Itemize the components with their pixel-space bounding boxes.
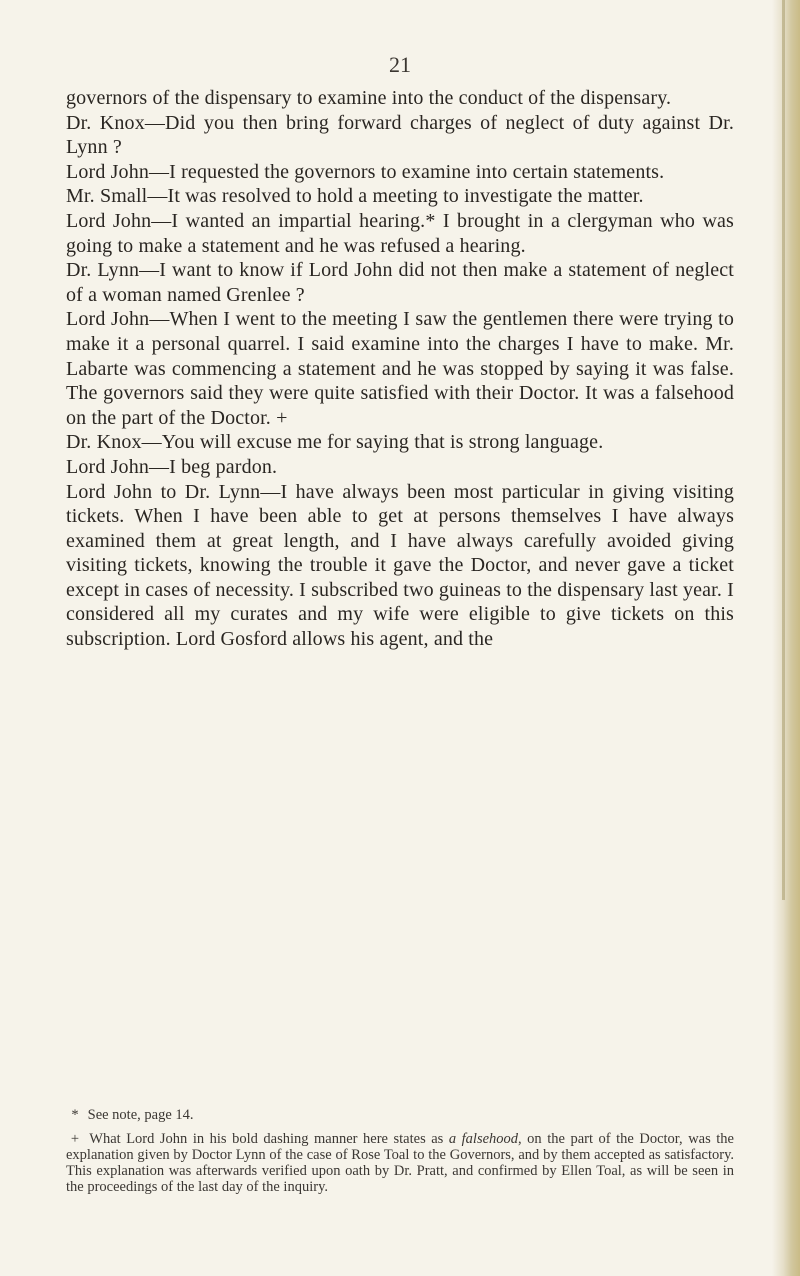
paragraph: Lord John—I beg pardon.: [66, 455, 278, 478]
paragraph: Lord John—I requested the governors to examine into certain statements.: [66, 160, 665, 183]
paragraph: Dr. Lynn—I want to know if Lord John did not then make a statement of neglect of a woman named Grenlee ?: [66, 259, 734, 306]
footnote-text: , on the part of the Doctor, was the explanation given by Doctor Lynn of the case of Rose Toal to the Governors, and by them accepted as satisfactory. This explanation was afterwards verified upon oath by Dr. Pratt, and confirmed by Ellen Toal, as will be seen in the proceedings of the last day of the inquiry.: [66, 1131, 734, 1195]
footnotes: [66, 1107, 734, 1203]
footnote: [66, 1131, 734, 1195]
footnote: [66, 1107, 734, 1123]
footnote-mark: +: [70, 1131, 80, 1147]
paragraph: Lord John to Dr. Lynn—I have always been most particular in giving visiting tickets. When I have been able to get at persons themselves I have always examined them at great length, and I have always carefully avoided giving visiting tickets, knowing the trouble it gave the Doctor, and never gave a ticket except in cases of necessity. I subscribed two guineas to the dispensary last year. I considered all my curates and my wife were eligible to give tickets on this subscription. Lord Gosford allows his agent, and the: [66, 480, 734, 651]
footnote-italic: a falsehood: [448, 1131, 519, 1147]
footnote-text: See note, page 14.: [87, 1107, 194, 1123]
paragraph: Dr. Knox—Did you then bring forward charges of neglect of duty against Dr. Lynn ?: [66, 111, 734, 159]
paragraph: Mr. Small—It was resolved to hold a meeting to investigate the matter.: [66, 185, 644, 208]
page-edge-shadow: [782, 0, 785, 900]
footnote-text: What Lord John in his bold dashing manner here states as: [89, 1131, 444, 1147]
paragraph: Lord John—I wanted an impartial hearing.* I brought in a clergyman who was going to make a statement and he was refused a hearing.: [66, 209, 734, 257]
body-text: [66, 86, 734, 652]
paragraph: governors of the dispensary to examine into the conduct of the dispensary.: [66, 87, 672, 109]
page-edge: [772, 0, 800, 1276]
paragraph: Lord John—When I went to the meeting I saw the gentlemen there were trying to make it a personal quarrel. I said examine into the charges I have to make. Mr. Labarte was commencing a statement and he was stopped by saying it was false. The governors said they were quite satisfied with their Doctor. It was a falsehood on the part of the Doctor. +: [66, 308, 734, 429]
footnote-mark: *: [71, 1107, 79, 1123]
paragraph: Dr. Knox—You will excuse me for saying that is strong language.: [66, 431, 604, 454]
page-number: 21: [389, 52, 411, 77]
